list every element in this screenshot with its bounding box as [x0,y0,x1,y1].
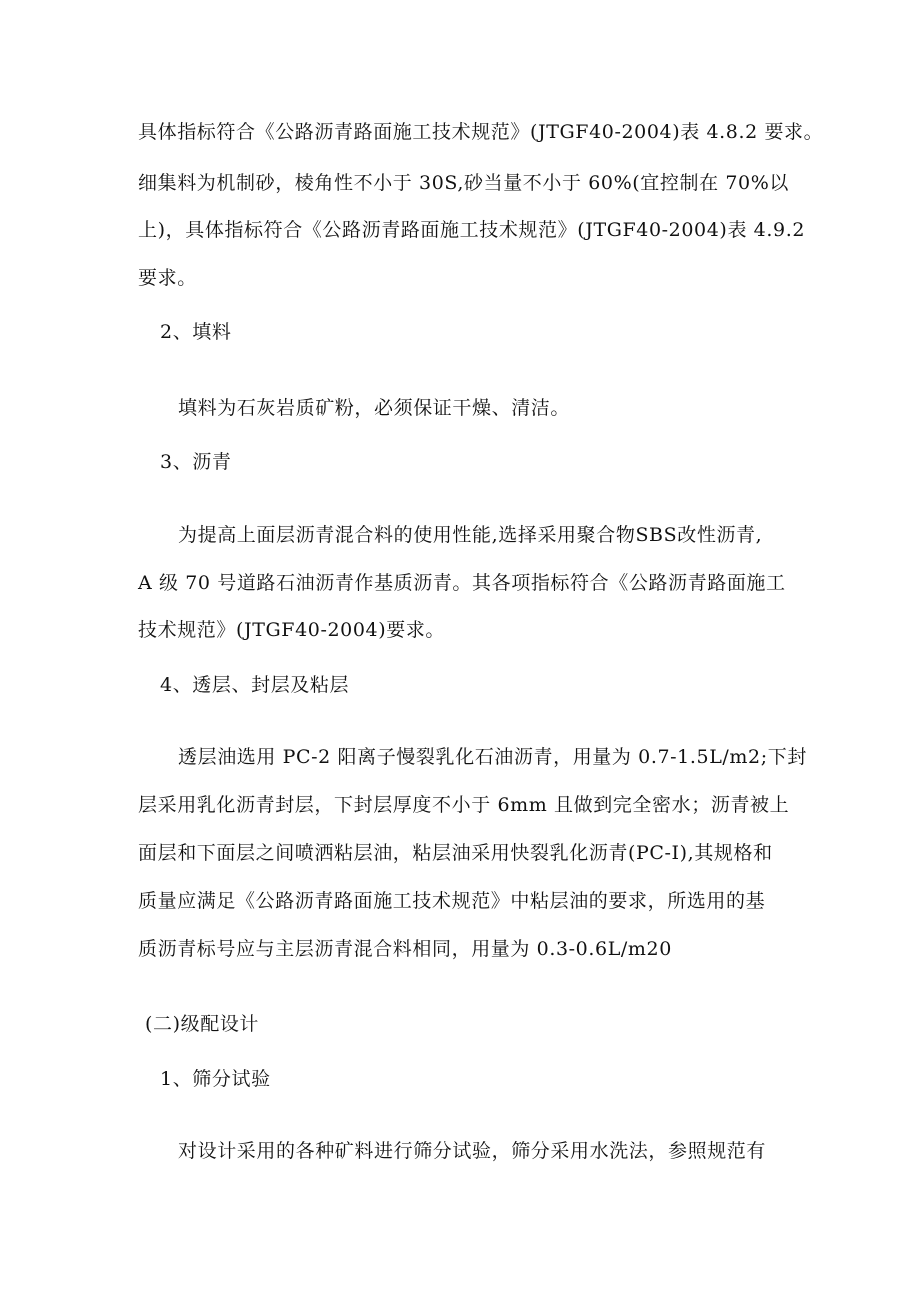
paragraph-line: 面层和下面层之间喷洒粘层油，粘层油采用快裂乳化沥青(PC-I),其规格和 [138,842,773,864]
paragraph-line: 细集料为机制砂，棱角性不小于 30S,砂当量不小于 60%(宜控制在 70%以 [138,172,789,194]
paragraph-line: 质量应满足《公路沥青路面施工技术规范》中粘层油的要求，所选用的基 [138,890,766,912]
section-heading-seal-layers: 4、透层、封层及粘层 [160,674,350,696]
section-heading-sieve-test: 1、筛分试验 [160,1068,271,1090]
paragraph-line: A 级 70 号道路石油沥青作基质沥青。其各项指标符合《公路沥青路面施工 [138,572,786,594]
paragraph-line: 要求。 [138,267,197,289]
paragraph-line: 对设计采用的各种矿料进行筛分试验，筛分采用水洗法，参照规范有 [178,1140,767,1162]
paragraph-line: 透层油选用 PC-2 阳离子慢裂乳化石油沥青，用量为 0.7-1.5L/m2;下封 [178,746,807,768]
paragraph-line: 为提高上面层沥青混合料的使用性能,选择采用聚合物SBS改性沥青, [178,524,763,546]
paragraph-line: 层采用乳化沥青封层，下封层厚度不小于 6mm 且做到完全密水；沥青被上 [138,794,790,816]
paragraph-line: 填料为石灰岩质矿粉，必须保证干燥、清洁。 [178,397,571,419]
part-heading-gradation-design: (二)级配设计 [145,1013,260,1035]
paragraph-line: 上)，具体指标符合《公路沥青路面施工技术规范》(JTGF40-2004)表 4.9.2 [138,219,806,241]
section-heading-asphalt: 3、沥青 [160,451,232,473]
paragraph-line: 具体指标符合《公路沥青路面施工技术规范》(JTGF40-2004)表 4.8.2 要求。 [138,121,824,143]
paragraph-line: 质沥青标号应与主层沥青混合料相同，用量为 0.3-0.6L/m20 [138,938,672,960]
section-heading-filler: 2、填料 [160,321,232,343]
paragraph-line: 技术规范》(JTGF40-2004)要求。 [138,619,446,641]
